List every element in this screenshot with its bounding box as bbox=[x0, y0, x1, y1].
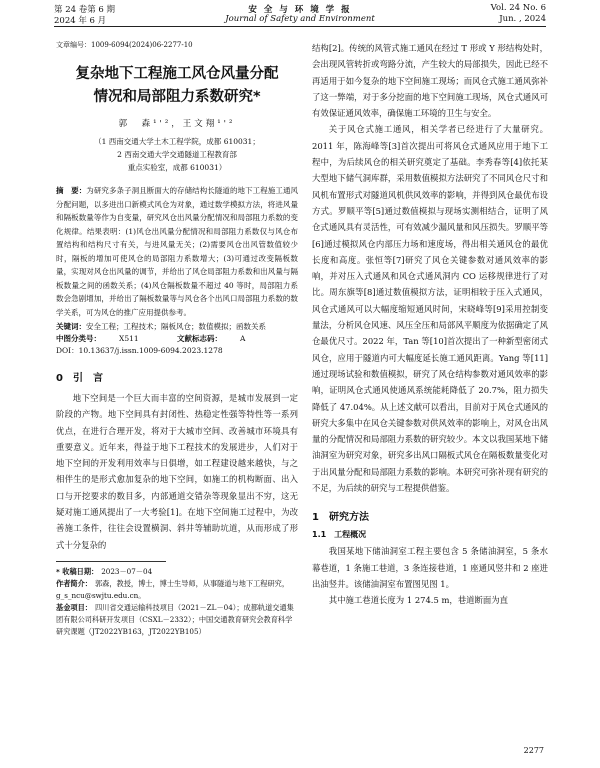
fund-label: 基金项目： bbox=[56, 602, 92, 612]
body-paragraph: 结构[2]。传统的风管式施工通风在经过 T 形或 Y 形结构处时，会出现风管转折或弯路分流，产生较大的局部损失，因此已经不再适用于如今复杂的地下空间施工现场；而风仓式施工通风弥补了这一弊端，对于多分挖面的地下空间施工现场，风仓式通风可有效保证通风效率，确保施工环境的卫生与安全。 bbox=[312, 43, 548, 119]
journal-title-cn: 安 全 与 环 境 学 报 bbox=[248, 5, 352, 15]
footnote-received bbox=[56, 566, 298, 578]
title-line-1: 复杂地下工程施工风仓风量分配 bbox=[75, 66, 279, 82]
doc-code-value: A bbox=[240, 334, 246, 343]
header-rule bbox=[54, 26, 546, 27]
keywords bbox=[56, 321, 298, 333]
body-paragraph: 关于风仓式施工通风，相关学者已经进行了大量研究。2011 年，陈海峰等[3]首次提出可将风仓式通风应用于地下工程中，为后续风仓的相关研究奠定了基础。李秀春等[4]依托某大型地下储气洞库群，采用数值模拟方法研究了不同风仓尺寸和风机布置形式对隧道风机供风效率的影响，并得到风仓最优布设方式。罗顺平等[5]通过数值模拟与现场实测相结合，证明了风仓式通风具有灵活性，可有效减少漏风量和风压损失。罗顺平等[6]通过模拟风仓内部压力场和速度场，得出相关通风仓的最优长度和高度。张恒等[7]研究了风仓关键参数对通风效率的影响，并对压入式通风和风仓式通风洞内 CO 运移规律进行了对比。周东旗等[8]通过数值模拟方法，证明相较于压入式通风，风仓式通风可以大幅度缩短通风时间，宋晓峰等[9]采用控制变量法，分析风仓风速、风压全压和局部风平顺度为依据确定了风仓最优尺寸。2022 年，Tan 等[10]首次提出了一种新型密闭式风仓，应用于隧道内可大幅度延长施工通风距离。Yang 等[11]通过现场试验和数值模拟，研究了风仓结构参数对通风效率的影响，证明风仓式通风使通风系统能耗降低了 20.7%，阻力损失降低了 47.04%。从上述文献可以看出，目前对于风仓式通风的研究大多集中在风仓关键参数对供风效率的影响上，对风仓出风量的分配情况和局部阻力系数的研究较少。本文以我国某地下储油洞室为研究对象，研究多出风口隔板式风仓在隔板数量变化对于出风量分配和局部阻力系数的影响。本研究可弥补现有研究的不足，为后续的研究与工程提供借鉴。 bbox=[312, 124, 548, 494]
author-info-label: 作者简介： bbox=[56, 578, 92, 588]
received-value: 2023－07－04 bbox=[101, 566, 153, 576]
running-header bbox=[0, 0, 600, 25]
fund-value: 四川省交通运输科技项目（2021－ZL－04）；成都轨道交通集团有限公司科研开发项目（CSXL－2332）；中国交通教育研究会教育科学研究课题（JT2022YB163，JT2022YB105） bbox=[56, 602, 294, 636]
section-heading-intro: 0 引 言 bbox=[56, 373, 103, 384]
date-cn: 2024 年 6 月 bbox=[54, 16, 107, 26]
article-number: 文章编号：1009-6094(2024)06-2277-10 bbox=[56, 41, 193, 49]
affiliation-line: （1 西南交通大学土木工程学院，成都 610031； bbox=[94, 137, 260, 146]
footnote-author bbox=[56, 578, 298, 602]
authors: 郭 森¹'²，王文翔¹'² bbox=[118, 119, 236, 129]
volume-en: Vol. 24 No. 6 bbox=[490, 3, 546, 13]
doi: DOI：10.13637/j.issn.1009-6094.2023.1278 bbox=[56, 346, 223, 355]
intro-paragraph: 地下空间是一个巨大而丰富的空间资源，是城市发展到一定阶段的产物。地下空间具有封闭性、热稳定性强等特性等一系列优点，在进行合理开发，将对于大城市空间、改善城市环境具有重要意义。近年来，得益于地下工程技术的发展进步，人们对于地下空间的开发利用效率与日俱增，如工程建设越来越快，与之相伴生的是形式愈加复杂的地下空间，如施工的机构断面、出入口与开挖要求的数目多，内部通道交错杂等现象显出不穷，这无疑对施工通风提出了一大考验[1]。在地下空间施工过程中，为改善施工条件，往往会设置横洞、斜井等辅助坑道，从而形成了形式十分复杂的 bbox=[56, 393, 298, 550]
journal-title-en: Journal of Safety and Environment bbox=[225, 14, 375, 24]
subsection-heading-overview: 1.1 工程概况 bbox=[312, 530, 367, 540]
classification bbox=[56, 333, 298, 345]
clc-label: 中图分类号： bbox=[56, 334, 101, 343]
doc-code-label: 文献标志码： bbox=[177, 334, 223, 343]
date-en: Jun. , 2024 bbox=[499, 14, 546, 24]
affiliation-line: 2 西南交通大学交通隧道工程教育部 bbox=[117, 150, 237, 159]
paper-title bbox=[56, 63, 298, 109]
keywords-text: 安全工程；工程技术；隔板风仓；数值模拟；函数关系 bbox=[86, 322, 266, 331]
left-column bbox=[56, 40, 298, 638]
right-column bbox=[312, 40, 548, 609]
clc-value: X511 bbox=[119, 334, 139, 343]
page-number: 2277 bbox=[523, 746, 544, 755]
abstract-text: 为研究多条子洞且断面大的存储结构长隧道的地下工程施工通风分配问题，以多进出口新模式风仓为对象，通过数学模拟方法，将进风量和隔板数量等作为自变量，研究风仓出风量分配情况和局部阻力系数的变化规律。结果表明：(1)风仓出风量分配情况和局部阻力系数仅与风仓布置结构和结构尺寸有关，与进风量无关；(2)需要风仓出风管数值较少时，隔板的增加可使风仓的局部阻力系数增大；(3)可通过改变隔板数量，实现对风仓出风量的调节，并给出了风仓局部阻力系数和出风量与隔板数量之间的函数关系；(4)风仓隔板数量不超过 40 等时，局部阻力系数会急剧增加，并给出了隔板数量等与风仓各个出风口局部阻力系数的数学关系，可为风仓的推广应用提供参考。 bbox=[56, 186, 299, 317]
section-heading-method: 1 研究方法 bbox=[312, 512, 369, 524]
abstract bbox=[56, 184, 298, 319]
footnote-rule bbox=[56, 561, 166, 562]
received-label: * 收稿日期： bbox=[56, 566, 99, 576]
affiliations bbox=[56, 135, 298, 174]
body-paragraph: 其中施工巷道长度为 1 274.5 m，巷道断面为直 bbox=[328, 595, 509, 606]
keywords-label: 关键词： bbox=[56, 322, 86, 331]
abstract-label: 摘 要： bbox=[56, 186, 87, 195]
title-line-2: 情况和局部阻力系数研究* bbox=[93, 89, 261, 105]
author-info-value: 郭森，教授，博士，博士生导师，从事隧道与地下工程研究，g_s_ncu@swjtu.edu.cn。 bbox=[56, 578, 290, 600]
volume-cn: 第 24 卷第 6 期 bbox=[54, 5, 116, 15]
footnote-fund bbox=[56, 602, 298, 638]
body-paragraph: 我国某地下储油洞室工程主要包含 5 条储油洞室，5 条水幕巷道，1 条施工巷道，3 条连接巷道，1 座通风竖井和 2 座进出油竖井。该储油洞室布置图见图 1。 bbox=[312, 546, 548, 589]
affiliation-line: 重点实验室，成都 610031） bbox=[127, 163, 227, 172]
